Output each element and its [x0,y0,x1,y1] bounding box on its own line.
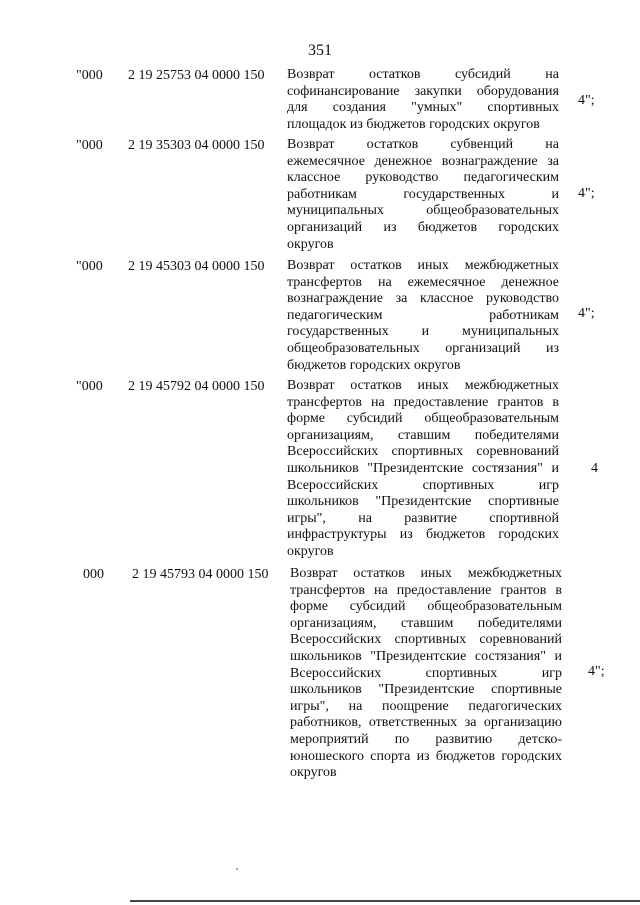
description-line: Возврат остатков иных межбюджетных [290,566,562,581]
description-line: Всероссийских спортивных игр [287,477,559,493]
description-line: игры", на поощрение педагогических [290,698,562,714]
description-line: школьников "Президентские состязания" и [290,648,562,664]
budget-code: 2 19 35303 04 0000 150 [128,138,265,153]
description-line: Возврат остатков иных межбюджетных [287,378,559,393]
budget-code: 2 19 25753 04 0000 150 [128,68,265,83]
description-line: игры", на развитие спортивной [287,510,559,526]
description-line: общеобразовательных организаций из [287,340,559,356]
description-line: трансфертов на предоставление грантов в [287,394,559,410]
description-line: работникам государственных и [287,186,559,202]
description-line: трансфертов на ежемесячное денежное [287,274,559,290]
row-description [287,258,559,374]
description-line: вознаграждение за классное руководство [287,291,559,307]
budget-code: 2 19 45792 04 0000 150 [128,379,265,394]
page-number: 351 [308,42,332,59]
row-number: 4"; [588,664,605,679]
budget-code: 2 19 45793 04 0000 150 [132,567,269,582]
description-line: для создания "умных" спортивных [287,100,559,116]
code-prefix: "000 [76,259,103,274]
scan-speck [236,868,238,870]
description-line: округов [287,543,334,559]
description-line: округов [287,236,334,252]
row-number: 4"; [578,93,595,108]
description-line: площадок из бюджетов городских округов [287,116,540,132]
row-number: 4"; [578,306,595,321]
description-line: организациям, ставшим победителями [287,427,559,443]
description-line: организациям, ставшим победителями [290,615,562,631]
description-line: организаций из бюджетов городских [287,219,559,235]
description-line: классное руководство педагогическим [287,170,559,186]
description-line: педагогическим работникам [287,307,559,323]
description-line: Возврат остатков субсидий на [287,67,559,82]
description-line: мероприятий по развитию детско- [290,731,562,747]
description-line: ежемесячное денежное вознаграждение за [287,153,559,169]
scan-edge-line [130,900,640,902]
description-line: школьников "Президентские состязания" и [287,460,559,476]
description-line: муниципальных общеобразовательных [287,203,559,219]
description-line: Возврат остатков субвенций на [287,137,559,152]
description-line: Возврат остатков иных межбюджетных [287,258,559,273]
row-description [287,378,559,561]
code-prefix: "000 [76,379,103,394]
description-line: форме субсидий общеобразовательным [290,599,562,615]
description-line: школьников "Президентские спортивные [290,682,562,698]
description-line: работников, ответственных за организацию [290,715,562,731]
description-line: государственных и муниципальных [287,324,559,340]
description-line: Всероссийских спортивных соревнований [287,444,559,460]
description-line: форме субсидий общеобразовательным [287,411,559,427]
row-description [287,137,559,253]
description-line: Всероссийских спортивных соревнований [290,632,562,648]
description-line: Всероссийских спортивных игр [290,665,562,681]
code-prefix: 000 [83,567,104,582]
description-line: округов [290,765,337,781]
description-line: инфраструктуры из бюджетов городских [287,527,559,543]
row-number: 4"; [578,186,595,201]
description-line: софинансирование закупки оборудования [287,83,559,99]
description-line: бюджетов городских округов [287,357,461,373]
row-description [287,67,559,133]
code-prefix: "000 [76,68,103,83]
description-line: юношеского спорта из бюджетов городских [290,748,562,764]
description-line: трансфертов на предоставление грантов в [290,582,562,598]
row-description [290,566,562,782]
row-number: 4 [591,461,598,476]
description-line: школьников "Президентские спортивные [287,494,559,510]
budget-code: 2 19 45303 04 0000 150 [128,259,265,274]
code-prefix: "000 [76,138,103,153]
